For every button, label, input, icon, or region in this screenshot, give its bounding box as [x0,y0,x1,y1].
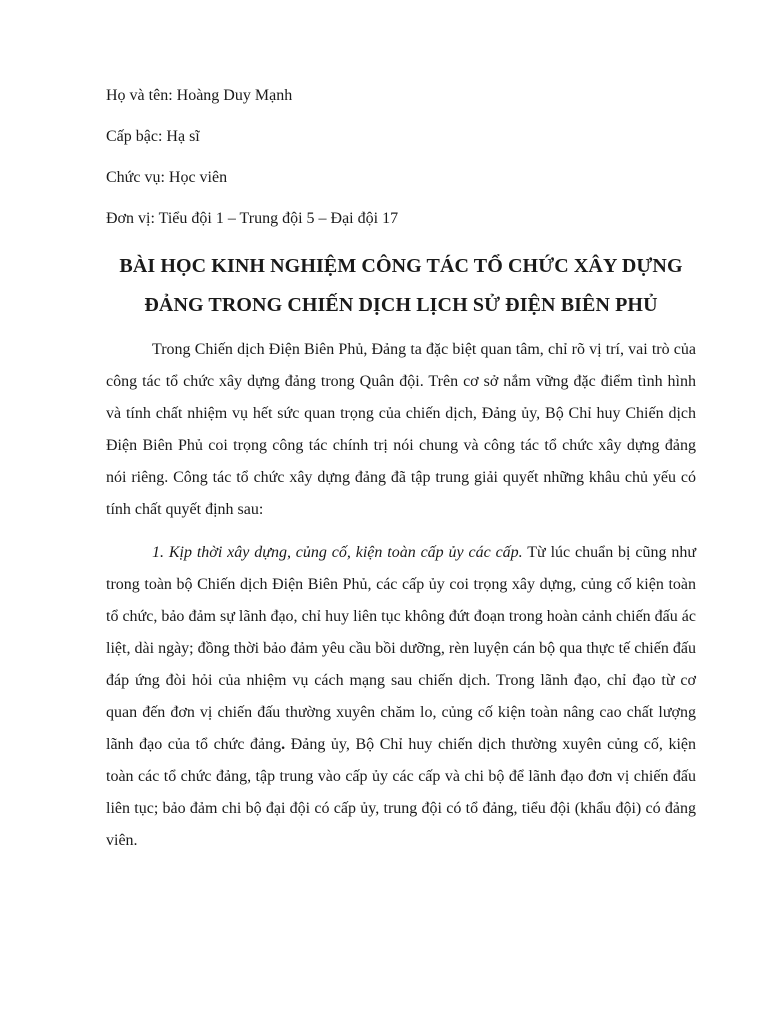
author-position: Chức vụ: Học viên [106,169,228,186]
section-1-paragraph [106,537,696,857]
section-1-heading: 1. Kịp thời xây dựng, củng cố, kiện toàn cấp ủy các cấp. [152,544,523,561]
author-unit: Đơn vị: Tiểu đội 1 – Trung đội 5 – Đại đội 17 [106,210,399,227]
section-1-text-a: Từ lúc chuẩn bị cũng như trong toàn bộ Chiến dịch Điện Biên Phủ, các cấp ủy coi trọng xây dựng, củng cố kiện toàn tổ chức, bảo đảm sự lãnh đạo, chỉ huy liên tục không đứt đoạn trong hoàn cảnh chiến đấu ác liệt, dài ngày; đồng thời bảo đảm yêu cầu bồi dưỡng, rèn luyện cán bộ qua thực tế chiến đấu đáp ứng đòi hỏi của nhiệm vụ cách mạng sau chiến dịch. Trong lãnh đạo, chỉ đạo từ cơ quan đến đơn vị chiến đấu thường xuyên chăm lo, củng cố kiện toàn nâng cao chất lượng lãnh đạo của tổ chức đảng [106,544,697,753]
section-1-text-b: Đảng ủy, Bộ Chỉ huy chiến dịch thường xuyên củng cố, kiện toàn các tổ chức đảng, tập trung vào cấp ủy các cấp và chi bộ để lãnh đạo đơn vị chiến đấu liên tục; bảo đảm chi bộ đại đội có cấp ủy, trung đội có tổ đảng, tiểu đội (khẩu đội) có đảng viên. [106,736,696,849]
intro-paragraph: Trong Chiến dịch Điện Biên Phủ, Đảng ta đặc biệt quan tâm, chỉ rõ vị trí, vai trò của công tác tổ chức xây dựng đảng trong Quân đội. Trên cơ sở nắm vững đặc điểm tình hình và tính chất nhiệm vụ hết sức quan trọng của chiến dịch, Đảng ủy, Bộ Chỉ huy Chiến dịch Điện Biên Phủ coi trọng công tác chính trị nói chung và công tác tổ chức xây dựng đảng nói riêng. Công tác tổ chức xây dựng đảng đã tập trung giải quyết những khâu chủ yếu có tính chất quyết định sau: [106,341,696,518]
author-name: Họ và tên: Hoàng Duy Mạnh [106,87,293,104]
document-title: BÀI HỌC KINH NGHIỆM CÔNG TÁC TỔ CHỨC XÂY DỰNG ĐẢNG TRONG CHIẾN DỊCH LỊCH SỬ ĐIỆN BIÊN PHỦ [119,255,683,316]
section-1-bold-dot: . [281,736,286,753]
author-rank: Cấp bậc: Hạ sĩ [106,128,200,145]
